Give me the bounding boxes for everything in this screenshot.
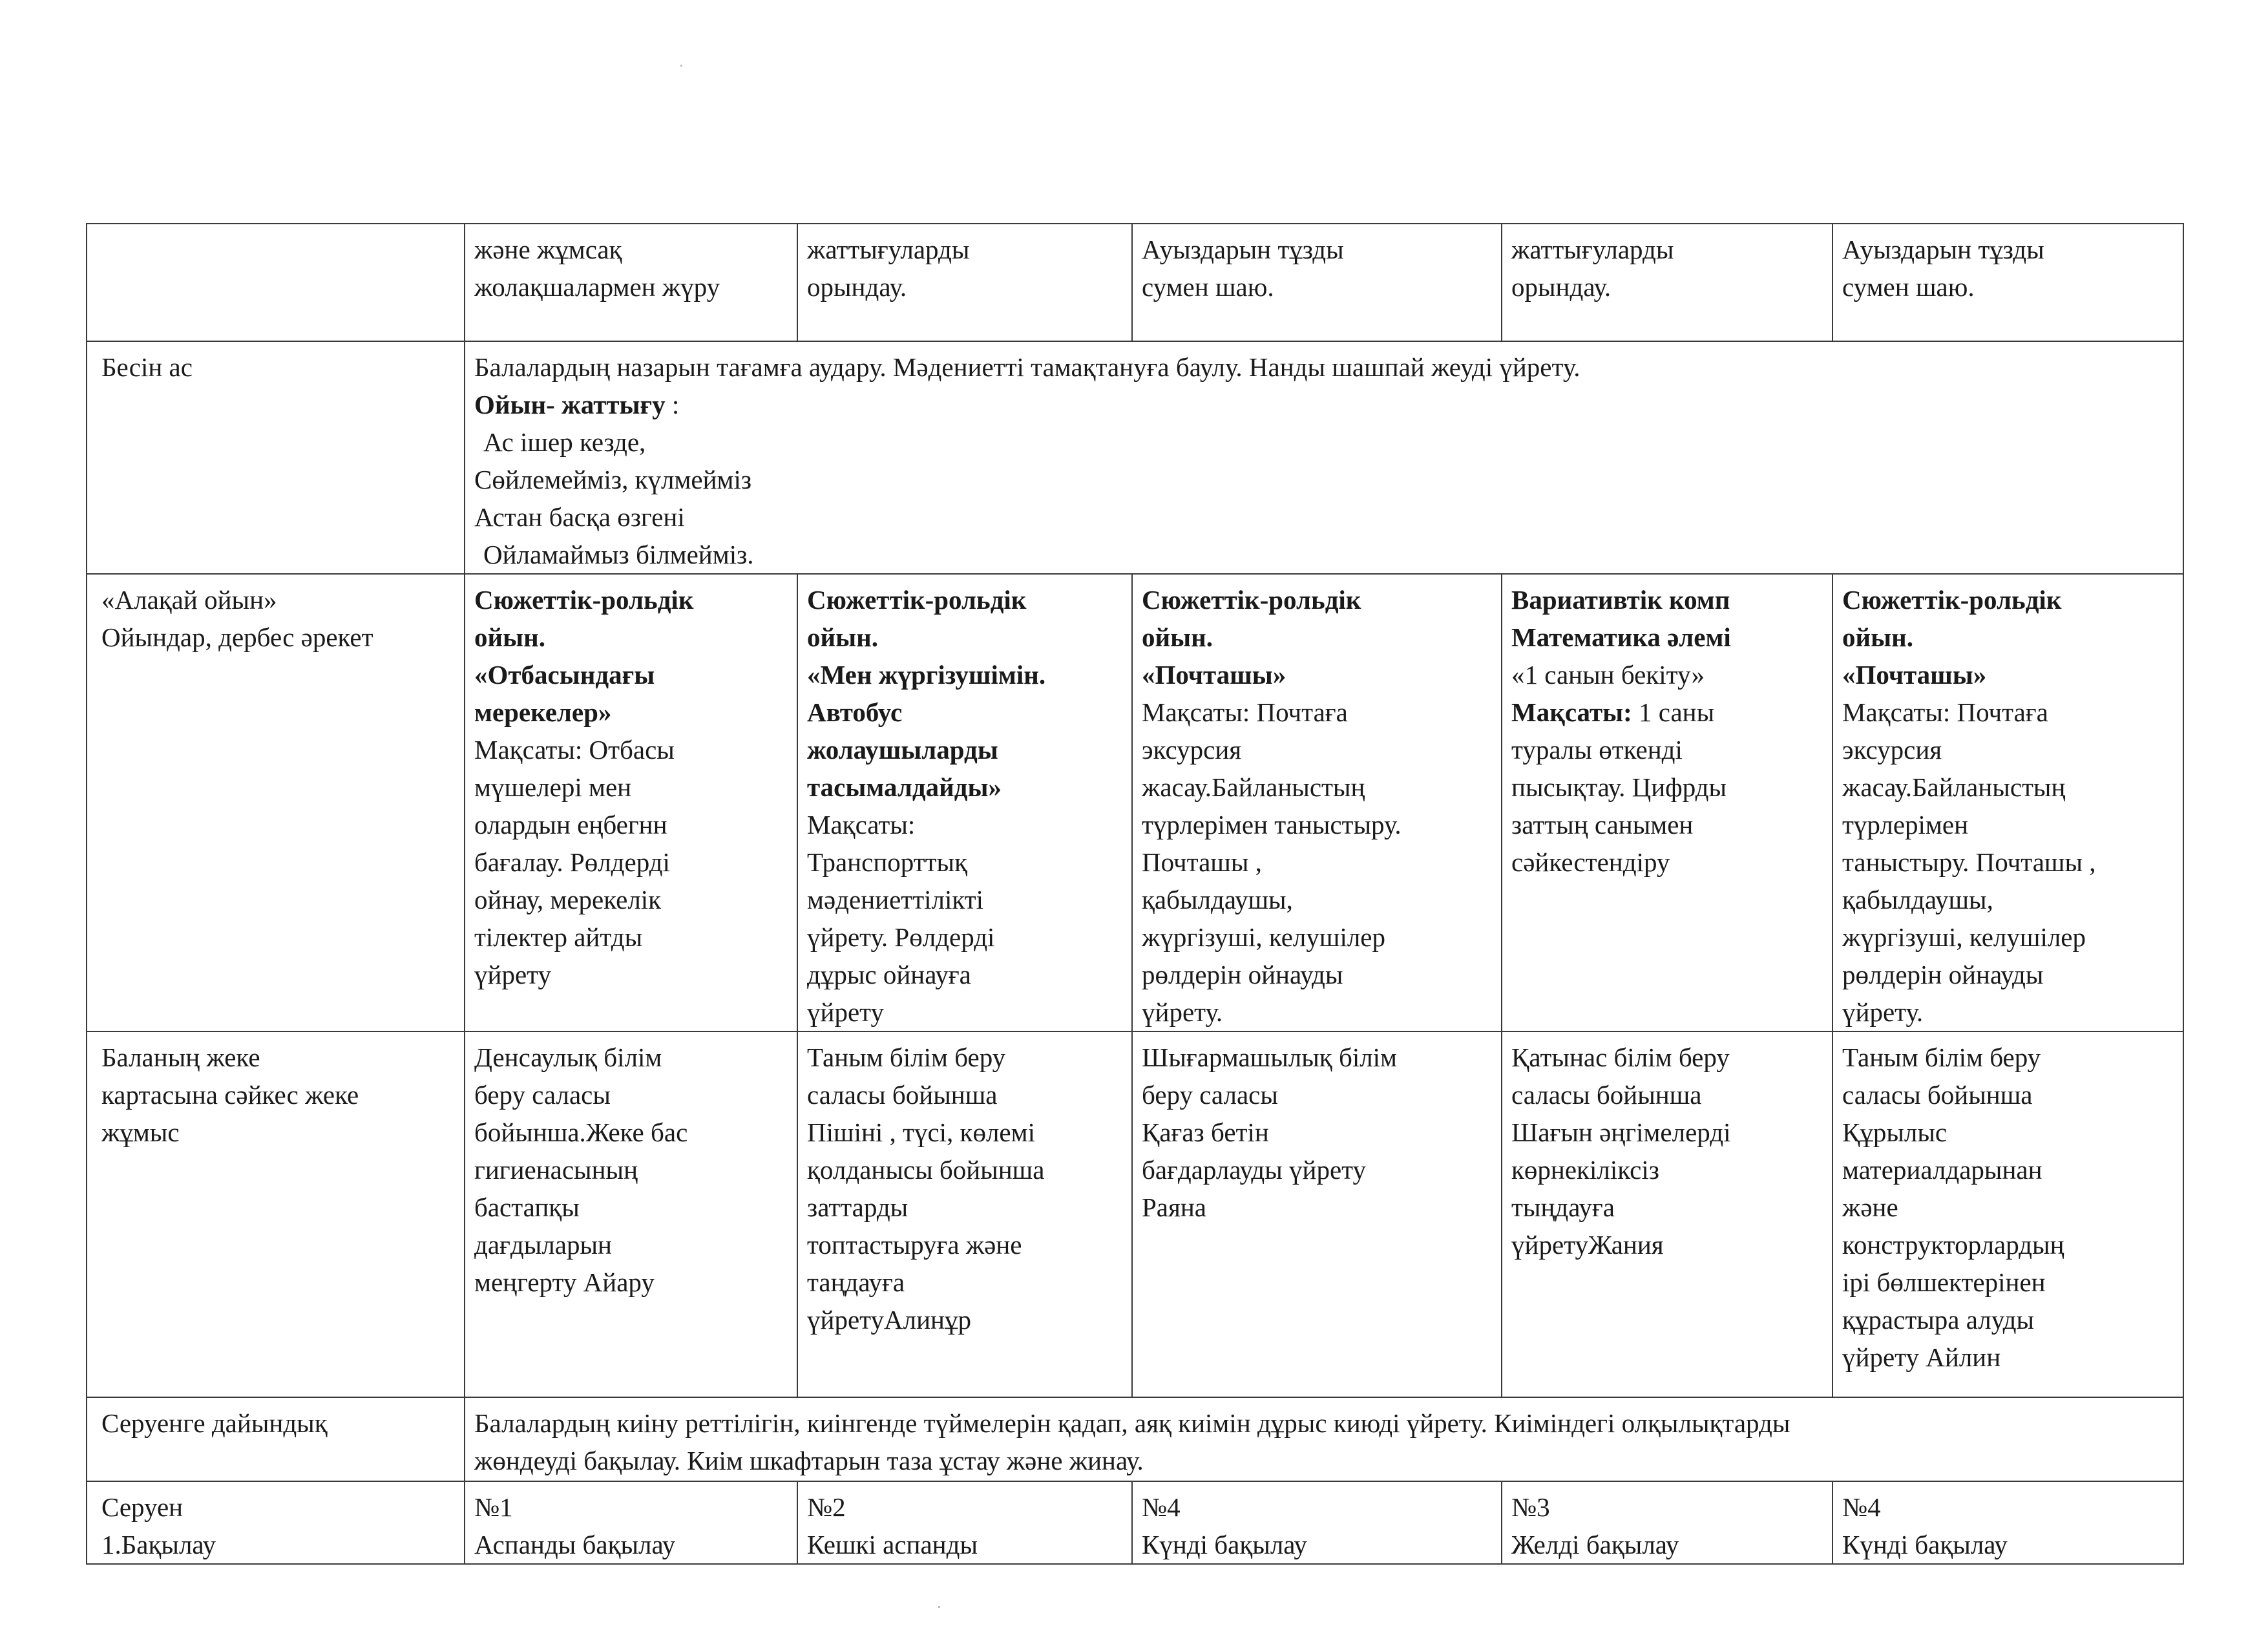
- text-line: Шығармашылық білім: [1142, 1042, 1398, 1072]
- cell-continued-4: [1502, 224, 1832, 341]
- text-line: Шағын әңгімелерді: [1511, 1117, 1731, 1147]
- cell-game-2: [797, 574, 1132, 1031]
- text-line: қабылдаушы,: [1142, 885, 1293, 914]
- scan-speck: [938, 1606, 940, 1608]
- cell-continued-1: [465, 224, 797, 341]
- text-line: «Почташы»: [1142, 660, 1286, 690]
- text-line: «1 санын бекіту»: [1511, 660, 1705, 690]
- text-line: №1: [474, 1492, 513, 1522]
- text-line: Мақсаты: Почтаға: [1842, 697, 2048, 727]
- text-line: бағалау. Рөлдерді: [474, 847, 670, 877]
- text-line: ірі бөлшектерінен: [1842, 1267, 2046, 1297]
- cell-walk-3: [1132, 1481, 1502, 1564]
- poem-line: Ас ішер кезде,: [483, 427, 646, 457]
- text-line: сумен шаю.: [1842, 272, 1975, 302]
- text-line: жолақшалармен жүру: [474, 272, 720, 302]
- text-line: материалдарынан: [1842, 1155, 2042, 1185]
- row-walk: [87, 1481, 2183, 1564]
- text-line: Таным білім беру: [807, 1042, 1006, 1072]
- cell-game-1: [465, 574, 797, 1031]
- text-line: «Почташы»: [1842, 660, 1987, 690]
- text-line: және жұмсақ: [474, 235, 622, 264]
- cell-walk-5: [1832, 1481, 2183, 1564]
- text-line: үйрету: [807, 997, 885, 1027]
- text-line: №4: [1842, 1492, 1881, 1522]
- text-line: Ауыздарын тұзды: [1842, 235, 2044, 264]
- text-line: №3: [1511, 1492, 1550, 1522]
- text-line: Мақсаты: Отбасы: [474, 735, 675, 765]
- text-line: Математика әлемі: [1511, 622, 1731, 652]
- text-line: Күнді бақылау: [1842, 1530, 2008, 1559]
- text-line: Транспорттық: [807, 847, 968, 877]
- text-line: бойынша.Жеке бас: [474, 1117, 688, 1147]
- cell-individual-3: [1132, 1031, 1502, 1397]
- text-line: жүргізуші, келушілер: [1142, 922, 1386, 952]
- text-line: таңдауға: [807, 1267, 905, 1297]
- cell-individual-5: [1832, 1031, 2183, 1397]
- row-individual-work: [87, 1031, 2183, 1397]
- text-line: эксурсия: [1842, 735, 1942, 765]
- text-line: таныстыру. Почташы ,: [1842, 847, 2096, 877]
- text-line: сумен шаю.: [1142, 272, 1274, 302]
- text-line: олардын еңбегнн: [474, 810, 667, 840]
- text-line: мүшелері мен: [474, 772, 632, 802]
- snack-text: Балалардың назарын тағамға аудару. Мәдениетті тамақтануға баулу. Нанды шашпай жеуді үйрету.: [474, 352, 1580, 382]
- poem-line: Ойламаймыз білмейміз.: [483, 540, 754, 569]
- text-line: ойнау, мерекелік: [474, 885, 662, 914]
- text-line: Ауыздарын тұзды: [1142, 235, 1344, 264]
- text-line: гигиенасының: [474, 1155, 638, 1185]
- text-line: Сюжеттік-рольдік: [1842, 585, 2062, 615]
- text-line: №4: [1142, 1492, 1181, 1522]
- row-label-afternoon-snack: [87, 341, 465, 574]
- text-line: «Отбасындағы: [474, 660, 655, 690]
- text-line: ойын.: [807, 622, 879, 652]
- cell-walk-1: [465, 1481, 797, 1564]
- row-walk-prep: [87, 1397, 2183, 1481]
- text-line: бағдарлауды үйрету: [1142, 1155, 1367, 1185]
- text-line: жасау.Байланыстың: [1142, 772, 1365, 802]
- text-line: мерекелер»: [474, 697, 612, 727]
- text-line: жөндеуді бақылау. Киім шкафтарын таза ұстау және жинау.: [474, 1446, 1144, 1475]
- text-line: Қағаз бетін: [1142, 1117, 1269, 1147]
- text-line: Автобус: [807, 697, 903, 727]
- text-line: Сюжеттік-рольдік: [474, 585, 694, 615]
- text-line: үйрету Айлин: [1842, 1342, 2001, 1372]
- text-line: Серуен: [101, 1492, 184, 1522]
- text-line: жасау.Байланыстың: [1842, 772, 2066, 802]
- text-line: Балалардың киіну реттілігін, киінгенде түймелерін қадап, аяқ киімін дұрыс киюді үйрету. Киіміндегі олқылықтарды: [474, 1408, 1790, 1438]
- text-line: көрнекіліксіз: [1511, 1155, 1659, 1185]
- cell-walk-4: [1502, 1481, 1832, 1564]
- cell-walk-2: [797, 1481, 1132, 1564]
- text-line: туралы өткенді: [1511, 735, 1683, 765]
- text-line: эксурсия: [1142, 735, 1242, 765]
- text-line: үйрету: [474, 960, 552, 989]
- scan-speck: [680, 65, 682, 67]
- text-line: түрлерімен: [1842, 810, 1969, 840]
- text-line: тыңдауға: [1511, 1192, 1615, 1222]
- text-line: Бесін ас: [101, 352, 193, 382]
- text-line: үйрету. Рөлдерді: [807, 922, 995, 952]
- text-line: Таным білім беру: [1842, 1042, 2041, 1072]
- cell-individual-1: [465, 1031, 797, 1397]
- text-line: пысықтау. Цифрды: [1511, 772, 1727, 802]
- row-label-games: [87, 574, 465, 1031]
- text-line: қабылдаушы,: [1842, 885, 1993, 914]
- text-line: және: [1842, 1192, 1898, 1222]
- text-line: ойын.: [1842, 622, 1914, 652]
- row-label-individual-work: [87, 1031, 465, 1397]
- text-line: Күнді бақылау: [1142, 1530, 1307, 1559]
- text-line: картасына сәйкес жеке: [101, 1080, 359, 1110]
- text-line: сәйкестендіру: [1511, 847, 1670, 877]
- text-line: Сюжеттік-рольдік: [1142, 585, 1361, 615]
- text-line: беру саласы: [474, 1080, 611, 1110]
- row-afternoon-snack: [87, 341, 2183, 574]
- text-line: Мақсаты: 1 саны: [1511, 697, 1715, 727]
- text-line: заттарды: [807, 1192, 908, 1222]
- text-line: 1.Бақылау: [101, 1530, 216, 1559]
- text-line: топтастыруға және: [807, 1230, 1022, 1260]
- text-line: қолданысы бойынша: [807, 1155, 1045, 1185]
- text-line: саласы бойынша: [1842, 1080, 2033, 1110]
- text-line: беру саласы: [1142, 1080, 1278, 1110]
- text-line: Ойындар, дербес әрекет: [101, 622, 373, 652]
- text-line: түрлерімен таныстыру.: [1142, 810, 1402, 840]
- text-line: меңгерту Айару: [474, 1267, 655, 1297]
- row-label-walk: [87, 1481, 465, 1564]
- row-label-empty: [87, 224, 465, 341]
- poem-line: Астан басқа өзгені: [474, 502, 685, 532]
- text-line: рөлдерін ойнауды: [1142, 960, 1343, 989]
- text-line: жолаушыларды: [807, 735, 998, 765]
- poem-line: Сөйлемейміз, күлмейміз: [474, 465, 752, 494]
- text-line: Кешкі аспанды: [807, 1530, 978, 1559]
- row-continued: [87, 224, 2183, 341]
- cell-afternoon-snack: [465, 341, 2183, 574]
- daily-plan-table: [86, 223, 2184, 1565]
- text-line: Желді бақылау: [1511, 1530, 1679, 1559]
- text-line: Раяна: [1142, 1192, 1206, 1222]
- text-line: үйретуЖания: [1511, 1230, 1664, 1260]
- text-line: жаттығуларды: [807, 235, 970, 264]
- text-line: Мақсаты: Почтаға: [1142, 697, 1348, 727]
- text-line: ойын.: [1142, 622, 1213, 652]
- text-line: жаттығуларды: [1511, 235, 1674, 264]
- text-line: №2: [807, 1492, 846, 1522]
- cell-game-3: [1132, 574, 1502, 1031]
- text-line: Құрылыс: [1842, 1117, 1948, 1147]
- text-line: Баланың жеке: [101, 1042, 260, 1072]
- cell-continued-3: [1132, 224, 1502, 341]
- text-line: заттың санымен: [1511, 810, 1694, 840]
- text-line: дағдыларын: [474, 1230, 612, 1260]
- cell-continued-5: [1832, 224, 2183, 341]
- text-line: үйрету.: [1142, 997, 1223, 1027]
- text-line: рөлдерін ойнауды: [1842, 960, 2044, 989]
- row-label-walk-prep: [87, 1397, 465, 1481]
- text-line: үйретуАлинұр: [807, 1305, 971, 1335]
- text-line: тілектер айтды: [474, 922, 643, 952]
- text-line: «Алақай ойын»: [101, 585, 277, 615]
- text-line: орындау.: [807, 272, 907, 302]
- text-line: дұрыс ойнауға: [807, 960, 971, 989]
- cell-individual-2: [797, 1031, 1132, 1397]
- text-line: жұмыс: [101, 1117, 180, 1147]
- text-line: Сюжеттік-рольдік: [807, 585, 1027, 615]
- game-heading: Ойын- жаттығу :: [474, 390, 680, 419]
- text-line: конструкторлардың: [1842, 1230, 2064, 1260]
- text-line: саласы бойынша: [1511, 1080, 1702, 1110]
- text-line: жүргізуші, келушілер: [1842, 922, 2086, 952]
- text-line: мәдениеттілікті: [807, 885, 984, 914]
- text-line: үйрету.: [1842, 997, 1924, 1027]
- text-line: Аспанды бақылау: [474, 1530, 676, 1559]
- cell-walk-prep: [465, 1397, 2183, 1481]
- text-line: ойын.: [474, 622, 546, 652]
- text-line: саласы бойынша: [807, 1080, 998, 1110]
- text-line: Серуенге дайындық: [101, 1408, 328, 1438]
- text-line: тасымалдайды»: [807, 772, 1002, 802]
- text-line: құрастыра алуды: [1842, 1305, 2035, 1335]
- text-line: Пішіні , түсі, көлемі: [807, 1117, 1035, 1147]
- text-line: «Мен жүргізушімін.: [807, 660, 1046, 690]
- text-line: орындау.: [1511, 272, 1612, 302]
- text-line: Қатынас білім беру: [1511, 1042, 1730, 1072]
- cell-game-4: [1502, 574, 1832, 1031]
- text-line: бастапқы: [474, 1192, 580, 1222]
- row-games: [87, 574, 2183, 1031]
- cell-individual-4: [1502, 1031, 1832, 1397]
- text-line: Вариативтік комп: [1511, 585, 1730, 615]
- cell-continued-2: [797, 224, 1132, 341]
- text-line: Мақсаты:: [807, 810, 916, 840]
- text-line: Денсаулық білім: [474, 1042, 662, 1072]
- cell-game-5: [1832, 574, 2183, 1031]
- text-line: Почташы ,: [1142, 847, 1262, 877]
